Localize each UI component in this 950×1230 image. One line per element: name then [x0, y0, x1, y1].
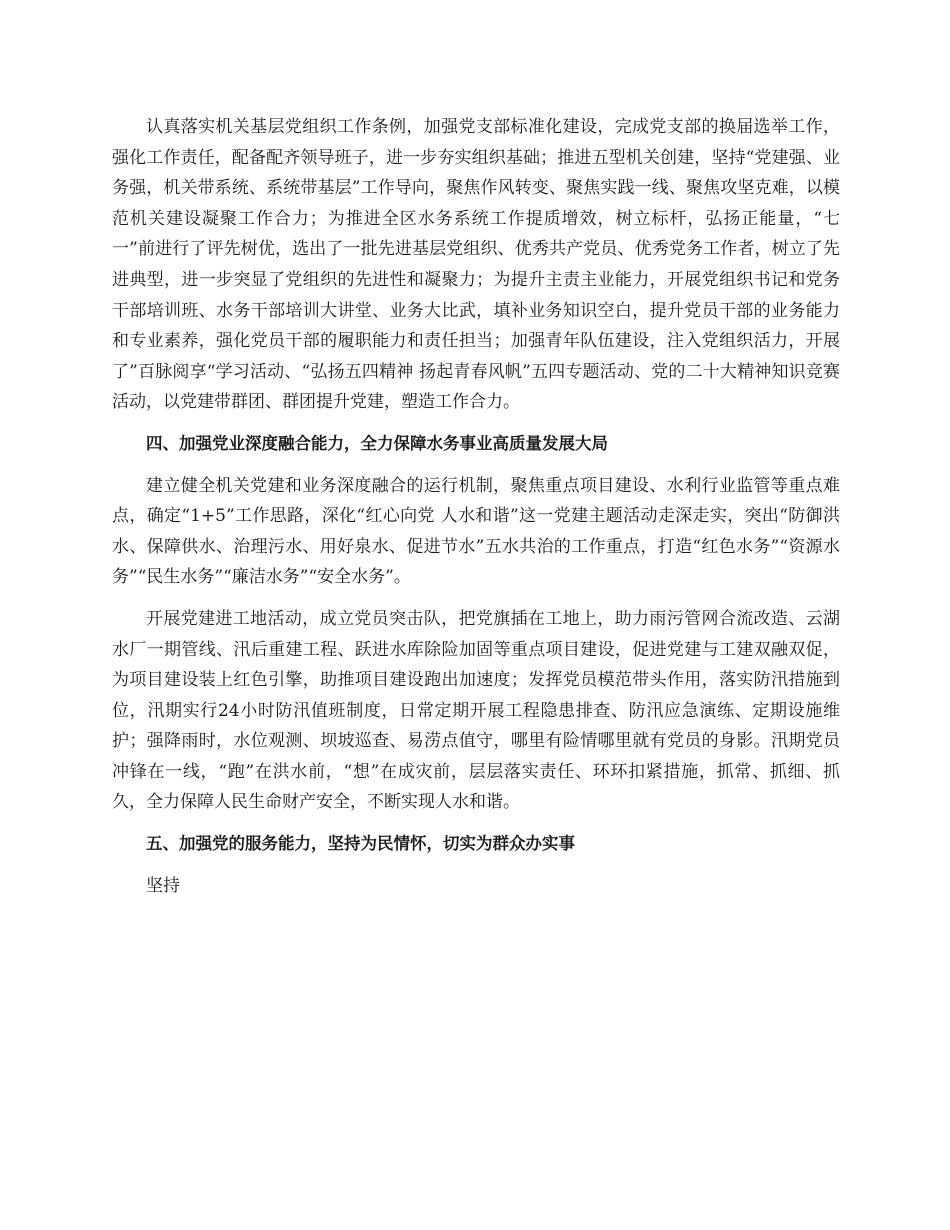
body-paragraph-2: 建立健全机关党建和业务深度融合的运行机制，聚焦重点项目建设、水利行业监管等重点难点，确定“1+5”工作思路，深化“红心向党 人水和谐”这一党建主题活动走深走实，突出“防御洪水、保障供水、治理污水、用好泉水、促进节水”五水共治的工作重点，打造“红色水务”“资源水务”“民生水务”“廉洁水务”“安全水务”。: [112, 475, 840, 588]
body-paragraph-3: 开展党建进工地活动，成立党员突击队，把党旗插在工地上，助力雨污管网合流改造、云湖水厂一期管线、汛后重建工程、跃进水库除险加固等重点项目建设，促进党建与工建双融双促，为项目建设装上红色引擎，助推项目建设跑出加速度；发挥党员模范带头作用，落实防汛措施到位，汛期实行24小时防汛值班制度，日常定期开展工程隐患排查、防汛应急演练、定期设施维护；强降雨时，水位观测、坝坡巡查、易涝点值守，哪里有险情哪里就有党员的身影。汛期党员冲锋在一线，“跑”在洪水前，“想”在成灾前，层层落实责任、环环扣紧措施，抓常、抓细、抓久，全力保障人民生命财产安全，不断实现人水和谐。: [112, 608, 840, 813]
document-page: [112, 112, 840, 901]
body-paragraph-1: 认真落实机关基层党组织工作条例，加强党支部标准化建设，完成党支部的换届选举工作，强化工作责任，配备配齐领导班子，进一步夯实组织基础；推进五型机关创建，坚持“党建强、业务强，机关带系统、系统带基层”工作导向，聚焦作风转变、聚焦实践一线、聚焦攻坚克难，以模范机关建设凝聚工作合力；为推进全区水务系统工作提质增效，树立标杆，弘扬正能量，“七一”前进行了评先树优，选出了一批先进基层党组织、优秀共产党员、优秀党务工作者，树立了先进典型，进一步突显了党组织的先进性和凝聚力；为提升主责主业能力，开展党组织书记和党务干部培训班、水务干部培训大讲堂、业务大比武，填补业务知识空白，提升党员干部的业务能力和专业素养，强化党员干部的履职能力和责任担当；加强青年队伍建设，注入党组织活力，开展了”百脉阅享“学习活动、“弘扬五四精神 扬起青春风帆”五四专题活动、党的二十大精神知识竞赛活动，以党建带群团、群团提升党建，塑造工作合力。: [112, 117, 840, 413]
body-paragraph-4: 坚持: [146, 875, 180, 896]
section-heading-5: 五、加强党的服务能力，坚持为民情怀，切实为群众办实事: [146, 834, 575, 854]
section-heading-4: 四、加强党业深度融合能力，全力保障水务事业高质量发展大局: [146, 433, 608, 453]
